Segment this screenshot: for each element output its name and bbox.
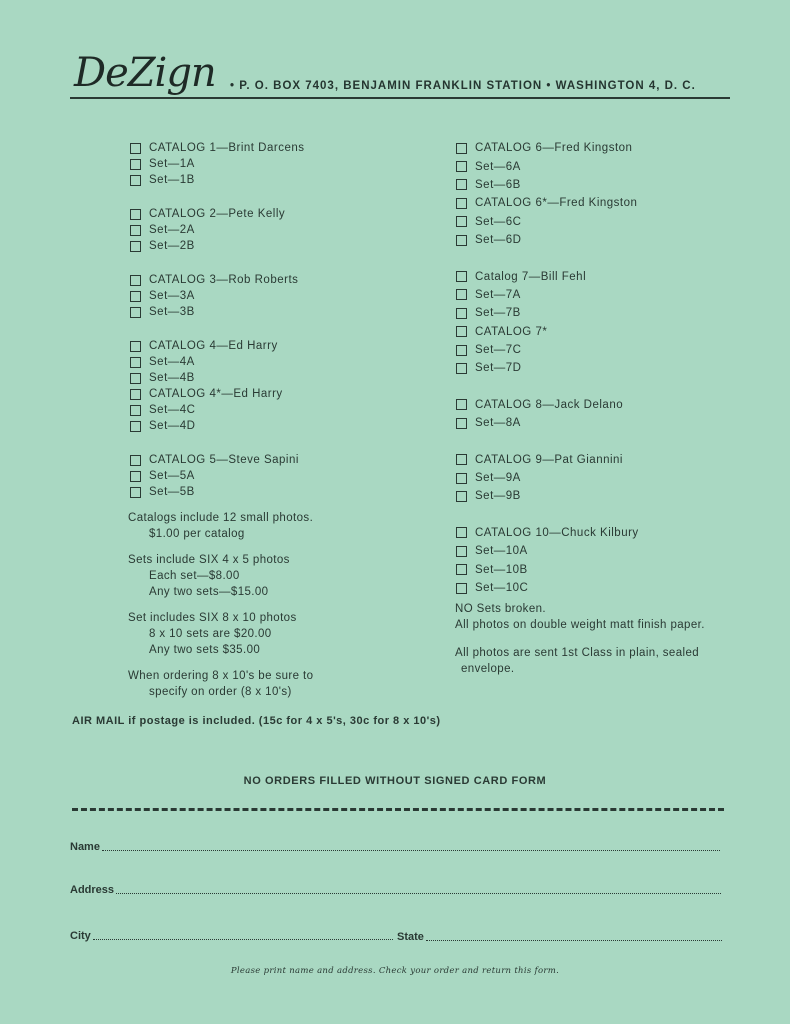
order-item[interactable]	[130, 452, 430, 468]
state-field[interactable]	[397, 931, 722, 943]
order-item-label: Set—8A	[475, 417, 521, 430]
order-checkbox[interactable]	[456, 583, 467, 594]
shipping-note: All photos are sent 1st Class in plain, sealed	[455, 647, 700, 659]
order-checkbox[interactable]	[130, 241, 141, 252]
sets-8x10-two-price: Any two sets $35.00	[149, 644, 261, 656]
order-item[interactable]	[456, 267, 756, 285]
catalog-group	[456, 396, 756, 433]
catalog-group	[130, 206, 430, 254]
right-catalog-column	[456, 139, 756, 615]
catalog-group	[130, 140, 430, 188]
order-item-label: Set—4C	[149, 404, 196, 416]
left-catalog-column	[130, 140, 430, 518]
shipping-note-cont: envelope.	[461, 663, 515, 675]
order-item-label: CATALOG 8—Jack Delano	[475, 398, 624, 411]
order-item-label: Catalog 7—Bill Fehl	[475, 270, 587, 283]
order-checkbox[interactable]	[456, 308, 467, 319]
order-checkbox[interactable]	[456, 418, 467, 429]
shipping-notes	[455, 601, 745, 689]
order-item-label: CATALOG 4—Ed Harry	[149, 340, 278, 352]
order-item[interactable]	[456, 450, 756, 468]
order-item[interactable]	[456, 396, 756, 414]
sets-8x10-note: Set includes SIX 8 x 10 photos	[128, 612, 297, 624]
order-checkbox[interactable]	[130, 373, 141, 384]
order-checkbox[interactable]	[456, 161, 467, 172]
order-item[interactable]	[456, 231, 756, 249]
order-checkbox[interactable]	[130, 159, 141, 170]
catalog-group	[130, 338, 430, 434]
order-item-label: Set—2A	[149, 224, 195, 236]
order-item[interactable]	[456, 542, 756, 560]
order-item-label: Set—9B	[475, 490, 521, 503]
order-item[interactable]	[130, 272, 430, 288]
catalog-note: Catalogs include 12 small photos.	[128, 512, 314, 524]
order-item-label: CATALOG 6*—Fred Kingston	[475, 197, 638, 210]
order-item[interactable]	[456, 469, 756, 487]
order-checkbox[interactable]	[130, 307, 141, 318]
order-item-label: Set—7B	[475, 307, 521, 320]
order-item-label: Set—10A	[475, 545, 528, 558]
state-label: State	[397, 931, 424, 943]
name-line[interactable]	[102, 849, 720, 851]
order-checkbox[interactable]	[130, 225, 141, 236]
order-item-label: CATALOG 3—Rob Roberts	[149, 274, 299, 286]
order-item[interactable]	[130, 206, 430, 222]
order-item-label: Set—6C	[475, 215, 522, 228]
ordering-note-cont: specify on order (8 x 10's)	[149, 686, 292, 698]
order-item-label: Set—5A	[149, 470, 195, 482]
order-item[interactable]	[130, 484, 430, 500]
address-field[interactable]	[70, 884, 721, 896]
catalog-group	[130, 272, 430, 320]
order-item-label: Set—3B	[149, 306, 195, 318]
order-item-label: Set—7A	[475, 288, 521, 301]
order-checkbox[interactable]	[130, 455, 141, 466]
order-checkbox[interactable]	[456, 216, 467, 227]
order-item-label: Set—6D	[475, 234, 522, 247]
order-item-label: Set—5B	[149, 486, 195, 498]
order-item-label: CATALOG 9—Pat Giannini	[475, 453, 623, 466]
order-item-label: CATALOG 5—Steve Sapini	[149, 454, 299, 466]
order-item-label: Set—2B	[149, 240, 195, 252]
order-checkbox[interactable]	[456, 198, 467, 209]
order-item[interactable]	[456, 157, 756, 175]
sets-8x10-price: 8 x 10 sets are $20.00	[149, 628, 272, 640]
order-checkbox[interactable]	[456, 527, 467, 538]
order-checkbox[interactable]	[130, 357, 141, 368]
order-checkbox[interactable]	[456, 289, 467, 300]
order-checkbox[interactable]	[130, 275, 141, 286]
catalog-group	[456, 524, 756, 598]
order-item[interactable]	[130, 172, 430, 188]
sets-4x5-two-price: Any two sets—$15.00	[149, 586, 269, 598]
city-label: City	[70, 930, 91, 942]
order-checkbox[interactable]	[456, 179, 467, 190]
order-item-label: Set—1A	[149, 158, 195, 170]
order-checkbox[interactable]	[456, 399, 467, 410]
order-item-label: Set—10C	[475, 582, 529, 594]
order-checkbox[interactable]	[130, 389, 141, 400]
order-item[interactable]	[130, 238, 430, 254]
order-item[interactable]	[456, 414, 756, 432]
order-checkbox[interactable]	[456, 564, 467, 575]
order-item[interactable]	[456, 176, 756, 194]
state-line[interactable]	[426, 939, 722, 941]
order-item[interactable]	[130, 370, 430, 386]
order-item-label: CATALOG 4*—Ed Harry	[149, 388, 283, 400]
order-item[interactable]	[456, 304, 756, 322]
order-checkbox[interactable]	[130, 471, 141, 482]
order-item[interactable]	[130, 354, 430, 370]
order-item-label: Set—4B	[149, 372, 195, 384]
order-item[interactable]	[130, 140, 430, 156]
order-item[interactable]	[456, 560, 756, 578]
catalog-group	[456, 450, 756, 505]
header-address: • P. O. BOX 7403, BENJAMIN FRANKLIN STATION • WASHINGTON 4, D. C.	[230, 80, 696, 92]
order-item[interactable]	[130, 402, 430, 418]
order-checkbox[interactable]	[130, 341, 141, 352]
order-item[interactable]	[456, 213, 756, 231]
city-field[interactable]	[70, 930, 393, 942]
order-item[interactable]	[130, 386, 430, 402]
order-item-label: CATALOG 7*	[475, 325, 548, 338]
order-checkbox[interactable]	[130, 405, 141, 416]
order-checkbox[interactable]	[130, 209, 141, 220]
order-item-label: CATALOG 6—Fred Kingston	[475, 142, 633, 155]
order-item-label: Set—7D	[475, 362, 522, 375]
order-item[interactable]	[456, 579, 756, 597]
order-item-label: Set—3A	[149, 290, 195, 302]
order-checkbox[interactable]	[456, 473, 467, 484]
sets-4x5-note: Sets include SIX 4 x 5 photos	[128, 554, 290, 566]
order-item-label: Set—10B	[475, 563, 528, 576]
order-item-label: Set—6A	[475, 160, 521, 173]
order-item-label: Set—6B	[475, 178, 521, 191]
order-checkbox[interactable]	[456, 235, 467, 246]
airmail-note: AIR MAIL if postage is included. (15c for 4 x 5's, 30c for 8 x 10's)	[72, 715, 441, 727]
order-checkbox[interactable]	[130, 487, 141, 498]
order-checkbox[interactable]	[456, 143, 467, 154]
header-divider	[70, 97, 730, 99]
order-item[interactable]	[130, 468, 430, 484]
order-item[interactable]	[130, 418, 430, 434]
order-item-label: Set—4A	[149, 356, 195, 368]
order-item-label: Set—4D	[149, 420, 196, 432]
city-line[interactable]	[93, 938, 393, 940]
no-orders-notice: NO ORDERS FILLED WITHOUT SIGNED CARD FORM	[243, 775, 547, 787]
name-label: Name	[70, 841, 100, 853]
order-item[interactable]	[130, 222, 430, 238]
order-item-label: Set—7C	[475, 344, 522, 357]
order-item[interactable]	[456, 341, 756, 359]
address-line[interactable]	[116, 892, 721, 894]
order-item-label: Set—1B	[149, 174, 195, 186]
order-item[interactable]	[130, 288, 430, 304]
order-checkbox[interactable]	[456, 546, 467, 557]
order-checkbox[interactable]	[456, 454, 467, 465]
pricing-notes	[128, 510, 368, 710]
address-label: Address	[70, 884, 115, 896]
order-item-label: Set—9A	[475, 472, 521, 485]
order-checkbox[interactable]	[130, 175, 141, 186]
order-item[interactable]	[456, 323, 756, 341]
order-checkbox[interactable]	[456, 345, 467, 356]
order-checkbox[interactable]	[456, 271, 467, 282]
order-item[interactable]	[456, 139, 756, 157]
order-item[interactable]	[456, 286, 756, 304]
order-checkbox[interactable]	[456, 326, 467, 337]
footer-instructions: Please print name and address. Check your order and return this form.	[230, 966, 560, 976]
paper-note: All photos on double weight matt finish paper.	[455, 619, 705, 631]
order-checkbox[interactable]	[130, 143, 141, 154]
ordering-note: When ordering 8 x 10's be sure to	[128, 670, 314, 682]
catalog-group	[130, 452, 430, 500]
order-item-label: CATALOG 2—Pete Kelly	[149, 208, 286, 220]
order-item[interactable]	[130, 338, 430, 354]
name-field[interactable]	[70, 841, 720, 853]
order-checkbox[interactable]	[456, 491, 467, 502]
order-item[interactable]	[130, 304, 430, 320]
order-item[interactable]	[456, 524, 756, 542]
sets-4x5-price: Each set—$8.00	[149, 570, 240, 582]
order-checkbox[interactable]	[130, 421, 141, 432]
catalog-group	[456, 139, 756, 249]
order-item-label: CATALOG 1—Brint Darcens	[149, 142, 305, 154]
order-checkbox[interactable]	[130, 291, 141, 302]
order-item[interactable]	[456, 194, 756, 212]
sets-broken-note: NO Sets broken.	[455, 603, 547, 615]
order-item-label: CATALOG 10—Chuck Kilbury	[475, 526, 639, 539]
dezign-logo: DeZign	[74, 50, 216, 96]
order-item[interactable]	[130, 156, 430, 172]
order-item[interactable]	[456, 487, 756, 505]
cut-line	[72, 808, 724, 811]
catalog-group	[456, 267, 756, 377]
order-item[interactable]	[456, 359, 756, 377]
order-checkbox[interactable]	[456, 363, 467, 374]
catalog-price: $1.00 per catalog	[149, 528, 245, 540]
